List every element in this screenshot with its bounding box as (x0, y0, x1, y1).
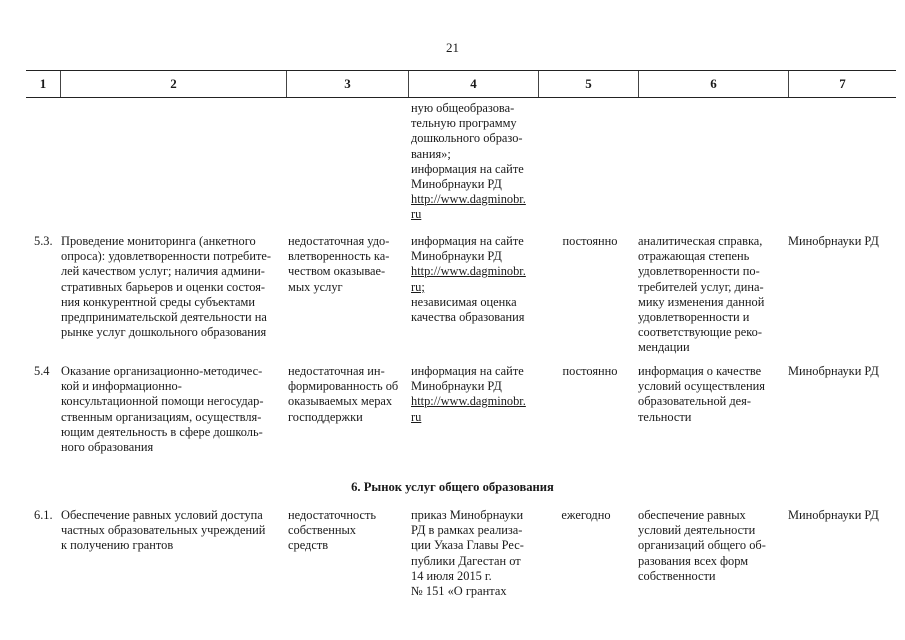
row-number: 5.4 (34, 364, 50, 378)
activity-cell (61, 508, 283, 554)
text-line: приказ Минобрнауки (411, 508, 524, 522)
activity-cell (61, 364, 283, 455)
header-col-6: 6 (638, 71, 788, 97)
text-line: требителей услуг, дина- (638, 279, 764, 294)
text-line: ственным организациям, осуществля- (61, 409, 262, 424)
text-line: 14 июля 2015 г. (411, 568, 492, 583)
text-line: информация на сайте (411, 364, 524, 378)
website-link[interactable]: http://www.dagminobr. (411, 394, 526, 409)
text-line: рынке услуг дошкольного образования (61, 325, 267, 340)
website-link[interactable]: ru; (411, 279, 425, 294)
text-line: предпринимательской деятельности на (61, 310, 267, 325)
website-link[interactable]: http://www.dagminobr. (411, 264, 526, 279)
text-line: отражающая степень (638, 249, 750, 264)
problem-cell (288, 364, 406, 425)
text-line: № 151 «О грантах (411, 584, 507, 599)
text-line: чеством оказывае- (288, 264, 386, 279)
text-line: тельности (638, 409, 692, 424)
header-col-3: 3 (286, 71, 408, 97)
text-line: ющим деятельность в сфере дошколь- (61, 424, 263, 439)
text-line: организаций общего об- (638, 538, 766, 553)
text-line: стративных барьеров и оценки состоя- (61, 279, 266, 294)
text-line: мых услуг (288, 279, 343, 294)
text-line: оказываемых мерах (288, 394, 393, 409)
row-number: 6.1. (34, 508, 53, 522)
text-line: собственности (638, 568, 716, 583)
problem-cell (288, 508, 406, 554)
document-cell (411, 508, 533, 599)
text-line: вания»; (411, 146, 451, 161)
result-cell (638, 234, 776, 356)
text-line: Минобрнауки РД (411, 177, 502, 192)
text-line: соответствующие реко- (638, 325, 762, 340)
text-line: аналитическая справка, (638, 234, 763, 248)
text-line: влетворенность ка- (288, 249, 390, 264)
website-link[interactable]: ru (411, 409, 422, 424)
continuation-cell (411, 101, 533, 223)
text-line: ции Указа Главы Рес- (411, 538, 524, 553)
text-line: собственных (288, 523, 356, 538)
text-line: качества образования (411, 310, 525, 325)
result-cell (638, 364, 776, 425)
section-title: 6. Рынок услуг общего образования (351, 480, 554, 494)
text-line: информация на сайте (411, 234, 524, 248)
text-line: публики Дагестан от (411, 553, 521, 568)
responsible-cell: Минобрнауки РД (788, 508, 879, 522)
document-cell (411, 364, 533, 425)
text-line: ния конкурентной среды субъектами (61, 294, 256, 309)
text-line: мику изменения данной (638, 294, 765, 309)
header-col-2: 2 (60, 71, 286, 97)
text-line: Оказание организационно-методичес- (61, 364, 263, 378)
text-line: образовательной дея- (638, 394, 752, 409)
text-line: информация на сайте (411, 161, 524, 176)
header-col-5: 5 (538, 71, 638, 97)
text-line: разования всех форм (638, 553, 749, 568)
responsible-cell: Минобрнауки РД (788, 234, 879, 248)
text-line: удовлетворенности и (638, 310, 750, 325)
text-line: лей качеством услуг; наличия админи- (61, 264, 265, 279)
term-cell: ежегодно (561, 508, 611, 522)
text-line: мендации (638, 340, 690, 355)
text-line: Минобрнауки РД (411, 379, 502, 394)
website-link[interactable]: http://www.dagminobr. (411, 192, 526, 207)
header-col-1: 1 (39, 76, 47, 91)
text-line: обеспечение равных (638, 508, 746, 522)
text-line: частных образовательных учреждений (61, 523, 266, 538)
result-cell (638, 508, 776, 584)
text-line: Обеспечение равных условий доступа (61, 508, 263, 522)
header-col-4: 4 (408, 71, 538, 97)
text-line: опроса): удовлетворенности потребите- (61, 249, 272, 264)
text-line: ную общеобразова- (411, 101, 515, 115)
row-number: 5.3. (34, 234, 53, 248)
text-line: средств (288, 538, 329, 553)
activity-cell (61, 234, 283, 340)
term-cell: постоянно (562, 234, 618, 248)
page-number: 21 (446, 40, 459, 55)
term-cell: постоянно (562, 364, 618, 378)
problem-cell (288, 234, 406, 295)
text-line: недостаточность (288, 508, 377, 522)
text-line: к получению грантов (61, 538, 174, 553)
text-line: господдержки (288, 409, 363, 424)
text-line: тельную программу (411, 116, 517, 131)
text-line: условий осуществления (638, 379, 765, 394)
text-line: дошкольного образо- (411, 131, 523, 146)
text-line: РД в рамках реализа- (411, 523, 523, 538)
text-line: недостаточная удо- (288, 234, 390, 248)
website-link[interactable]: ru (411, 207, 422, 222)
document-cell (411, 234, 533, 325)
text-line: удовлетворенности по- (638, 264, 760, 279)
text-line: недостаточная ин- (288, 364, 385, 378)
text-line: независимая оценка (411, 294, 517, 309)
text-line: кой и информационно- (61, 379, 182, 394)
text-line: формированность об (288, 379, 399, 394)
text-line: информация о качестве (638, 364, 762, 378)
table-header (26, 70, 896, 98)
text-line: Проведение мониторинга (анкетного (61, 234, 256, 248)
text-line: Минобрнауки РД (411, 249, 502, 264)
text-line: консультационной помощи негосудар- (61, 394, 264, 409)
text-line: условий деятельности (638, 523, 756, 538)
header-col-7: 7 (788, 71, 896, 97)
text-line: ного образования (61, 440, 154, 455)
responsible-cell: Минобрнауки РД (788, 364, 879, 378)
